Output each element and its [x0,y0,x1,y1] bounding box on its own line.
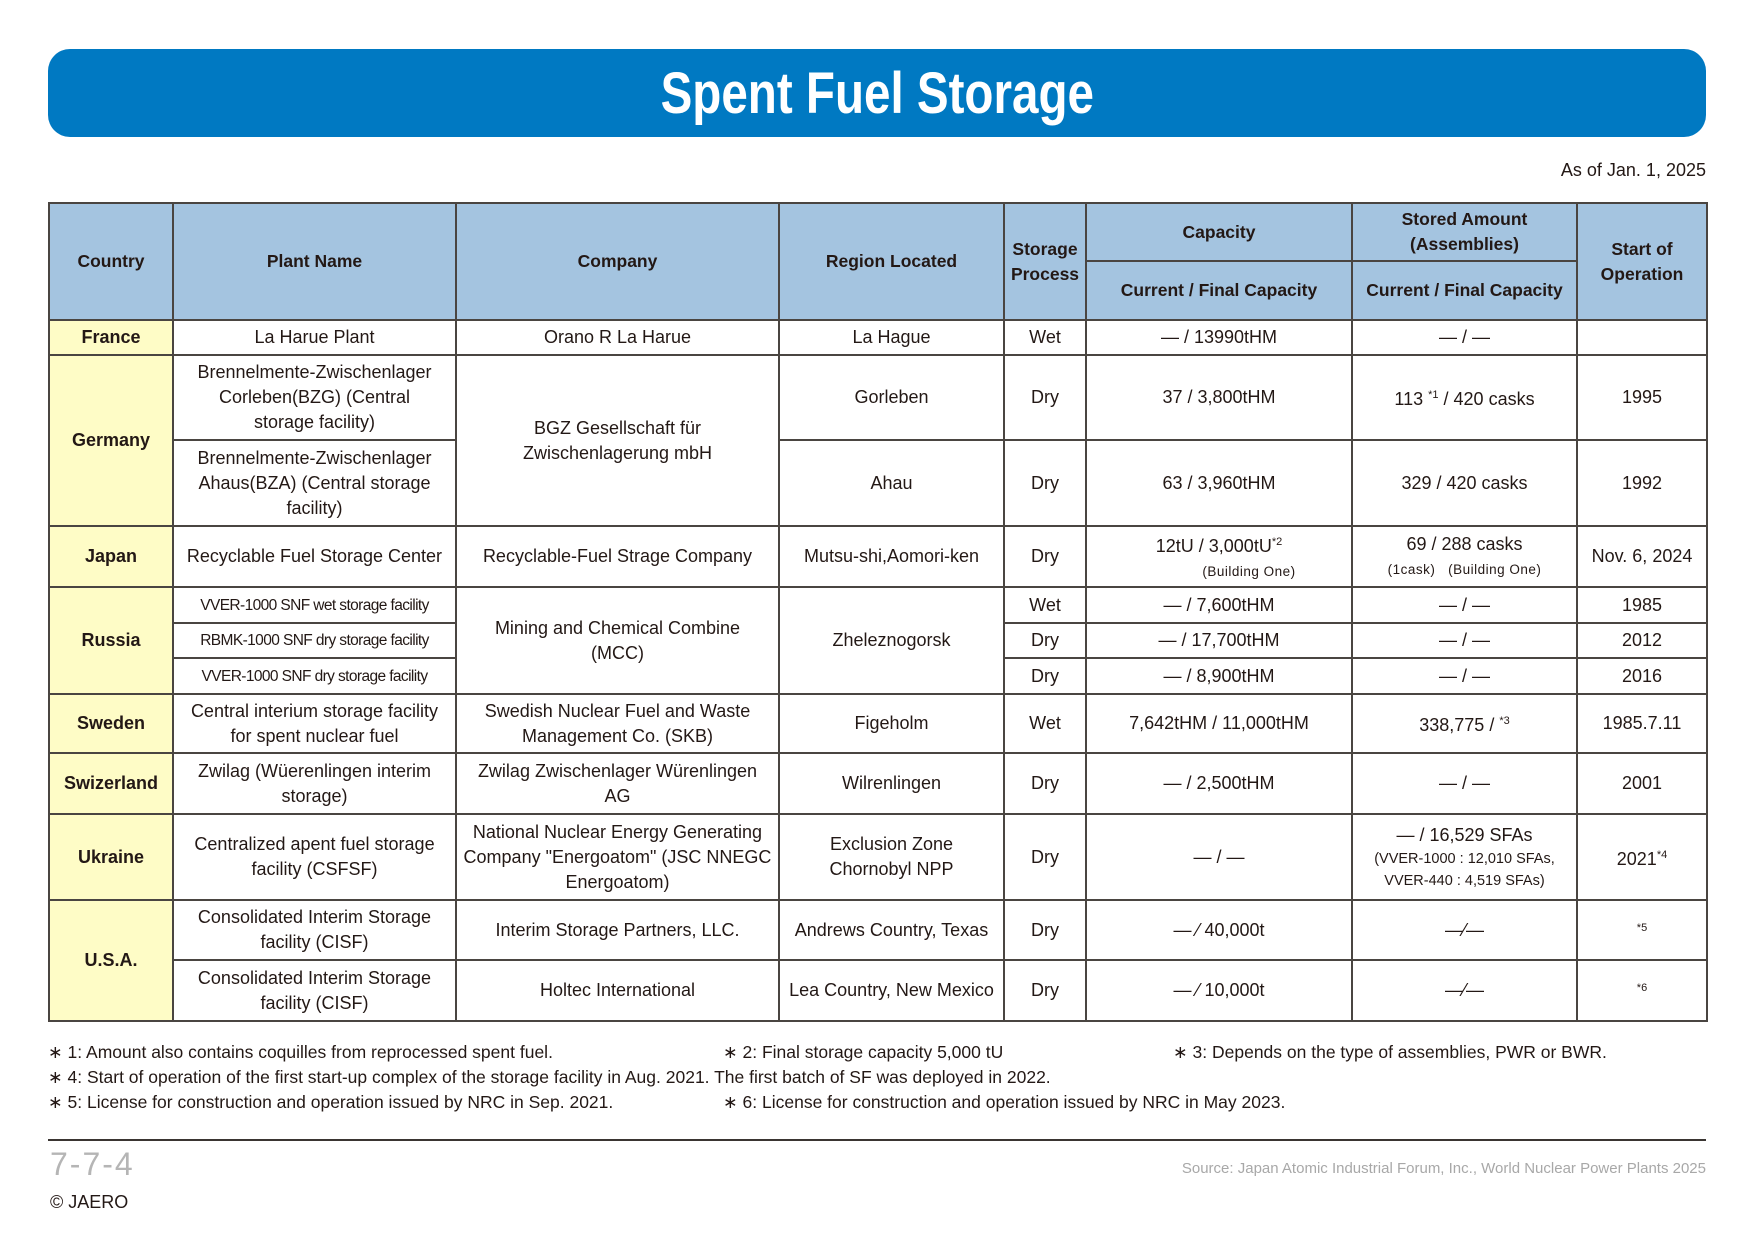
plant-cell: Centralized apent fuel storage facility (CSFSF) [173,814,456,900]
stored-value: 69 / 288 casks [1406,533,1523,554]
process-cell: Dry [1004,440,1086,526]
table-row [49,900,1707,960]
col-header-start: Start of Operation [1577,203,1707,320]
stored-cell [1352,814,1577,900]
start-cell [1577,814,1707,900]
start-cell [1577,960,1707,1021]
region-cell: Gorleben [779,355,1004,440]
stored-cell: — / — [1352,623,1577,658]
col-header-plant: Plant Name [173,203,456,320]
table-row [49,694,1707,753]
capacity-cell: — / 13990tHM [1086,320,1352,355]
page-number: 7-7-4 [50,1146,135,1182]
col-header-capacity: Capacity [1086,203,1352,261]
process-cell: Dry [1004,900,1086,960]
stored-cell: —⁄— [1352,900,1577,960]
stored-value-final: / 420 casks [1443,389,1535,409]
region-cell: Lea Country, New Mexico [779,960,1004,1021]
capacity-cell [1086,526,1352,587]
country-cell: Sweden [49,694,173,753]
table-row [49,355,1707,440]
stored-sub: (1cask) (Building One) [1387,561,1542,577]
footnote-ref: *1 [1428,389,1439,401]
start-cell: 2001 [1577,753,1707,814]
region-cell: Zheleznogorsk [779,587,1004,694]
footnotes [48,1040,1706,1115]
capacity-cell: — / 8,900tHM [1086,658,1352,694]
company-cell: Zwilag Zwischenlager Würenlingen AG [456,753,779,814]
table-row [49,526,1707,587]
capacity-cell: — / 7,600tHM [1086,587,1352,623]
footnote-2: ∗ 2: Final storage capacity 5,000 tU [723,1042,1004,1062]
plant-cell: Consolidated Interim Storage facility (CISF) [173,900,456,960]
copyright: © JAERO [50,1192,129,1212]
capacity-cell: 37 / 3,800tHM [1086,355,1352,440]
stored-cell: — / — [1352,587,1577,623]
stored-value: — / 16,529 SFAs [1396,824,1533,845]
footnote-ref: *5 [1636,921,1648,934]
country-cell: Swizerland [49,753,173,814]
col-header-process: Storage Process [1004,203,1086,320]
page-title: Spent Fuel Storage [660,60,1094,126]
footnote-1: ∗ 1: Amount also contains coquilles from reprocessed spent fuel. [48,1042,553,1062]
as-of-date: As of Jan. 1, 2025 [1560,160,1706,180]
company-cell: Swedish Nuclear Fuel and Waste Management Co. (SKB) [456,694,779,753]
capacity-cell: — ⁄ 40,000t [1086,900,1352,960]
footnote-ref: *2 [1271,535,1283,548]
capacity-cell: — / 17,700tHM [1086,623,1352,658]
start-cell: Nov. 6, 2024 [1577,526,1707,587]
country-cell: Russia [49,587,173,694]
stored-cell [1352,526,1577,587]
region-cell: Wilrenlingen [779,753,1004,814]
capacity-cell: 63 / 3,960tHM [1086,440,1352,526]
country-cell: France [49,320,173,355]
process-cell: Wet [1004,587,1086,623]
stored-cell [1352,694,1577,753]
company-cell: Interim Storage Partners, LLC. [456,900,779,960]
start-cell: 1992 [1577,440,1707,526]
spent-fuel-table [48,202,1708,1022]
footnote-ref: *4 [1656,848,1668,861]
col-header-country: Country [49,203,173,320]
footnote-4: ∗ 4: Start of operation of the first start-up complex of the storage facility in Aug. 2021. The first batch of SF was deployed in 2022. [48,1067,1051,1087]
region-cell: Mutsu-shi,Aomori-ken [779,526,1004,587]
start-cell: 1995 [1577,355,1707,440]
table-row [49,814,1707,900]
plant-cell: Zwilag (Wüerenlingen interim storage) [173,753,456,814]
start-cell [1577,320,1707,355]
start-cell: 2016 [1577,658,1707,694]
region-cell: La Hague [779,320,1004,355]
capacity-sub: (Building One) [1202,563,1296,579]
process-cell: Dry [1004,960,1086,1021]
col-header-company: Company [456,203,779,320]
process-cell: Wet [1004,694,1086,753]
process-cell: Dry [1004,355,1086,440]
stored-sub-1: (VVER-1000 : 12,010 SFAs, [1374,850,1555,867]
footnote-5: ∗ 5: License for construction and operation issued by NRC in Sep. 2021. [48,1092,614,1112]
process-cell: Dry [1004,526,1086,587]
footnote-3: ∗ 3: Depends on the type of assemblies, PWR or BWR. [1173,1042,1607,1062]
start-cell: 2012 [1577,623,1707,658]
table-row [49,960,1707,1021]
table-row [49,753,1707,814]
capacity-value: 12tU / 3,000tU [1155,535,1272,556]
stored-cell: — / — [1352,753,1577,814]
plant-cell: RBMK-1000 SNF dry storage facility [173,623,456,658]
col-subheader-capacity: Current / Final Capacity [1086,261,1352,320]
company-cell: BGZ Gesellschaft für Zwischenlagerung mbH [456,355,779,526]
footnote-ref: *3 [1499,715,1510,727]
col-subheader-stored: Current / Final Capacity [1352,261,1577,320]
footnote-6: ∗ 6: License for construction and operation issued by NRC in May 2023. [723,1092,1286,1112]
company-cell: Mining and Chemical Combine (MCC) [456,587,779,694]
capacity-cell: — / — [1086,814,1352,900]
stored-sub-2: VVER-440 : 4,519 SFAs) [1384,872,1545,889]
footnote-ref: *6 [1636,982,1648,994]
col-header-region: Region Located [779,203,1004,320]
company-cell: Orano R La Harue [456,320,779,355]
stored-cell: 329 / 420 casks [1352,440,1577,526]
stored-cell: —⁄— [1352,960,1577,1021]
capacity-cell: 7,642tHM / 11,000tHM [1086,694,1352,753]
stored-cell: — / — [1352,658,1577,694]
capacity-cell: — / 2,500tHM [1086,753,1352,814]
source-citation: Source: Japan Atomic Industrial Forum, Inc., World Nuclear Power Plants 2025 [1181,1160,1706,1177]
country-cell: Japan [49,526,173,587]
process-cell: Dry [1004,623,1086,658]
stored-value: 338,775 / [1419,715,1495,735]
start-cell: 1985 [1577,587,1707,623]
plant-cell: La Harue Plant [173,320,456,355]
country-cell: U.S.A. [49,900,173,1021]
region-cell: Ahau [779,440,1004,526]
table-row [49,320,1707,355]
process-cell: Wet [1004,320,1086,355]
region-cell: Figeholm [779,694,1004,753]
region-cell: Andrews Country, Texas [779,900,1004,960]
start-cell [1577,900,1707,960]
plant-cell: Brennelmente-Zwischenlager Ahaus(BZA) (Central storage facility) [173,440,456,526]
col-header-stored: Stored Amount (Assemblies) [1352,203,1577,261]
country-cell: Ukraine [49,814,173,900]
stored-cell: — / — [1352,320,1577,355]
region-cell: Exclusion Zone Chornobyl NPP [779,814,1004,900]
capacity-cell: — ⁄ 10,000t [1086,960,1352,1021]
company-cell: National Nuclear Energy Generating Company "Energoatom" (JSC NNEGC Energoatom) [456,814,779,900]
process-cell: Dry [1004,814,1086,900]
plant-cell: Brennelmente-Zwischenlager Corleben(BZG) (Central storage facility) [173,355,456,440]
process-cell: Dry [1004,753,1086,814]
plant-cell: VVER-1000 SNF dry storage facility [173,658,456,694]
company-cell: Holtec International [456,960,779,1021]
table-row [49,587,1707,623]
plant-cell: Consolidated Interim Storage facility (CISF) [173,960,456,1021]
table-row [49,440,1707,526]
title-banner [48,49,1706,137]
process-cell: Dry [1004,658,1086,694]
plant-cell: Central interium storage facility for spent nuclear fuel [173,694,456,753]
start-value: 2021 [1616,848,1657,869]
plant-cell: VVER-1000 SNF wet storage facility [173,587,456,623]
country-cell: Germany [49,355,173,526]
plant-cell: Recyclable Fuel Storage Center [173,526,456,587]
footer-divider [48,1139,1706,1141]
start-cell: 1985.7.11 [1577,694,1707,753]
company-cell: Recyclable-Fuel Strage Company [456,526,779,587]
stored-cell [1352,355,1577,440]
stored-value: 113 [1394,389,1429,409]
